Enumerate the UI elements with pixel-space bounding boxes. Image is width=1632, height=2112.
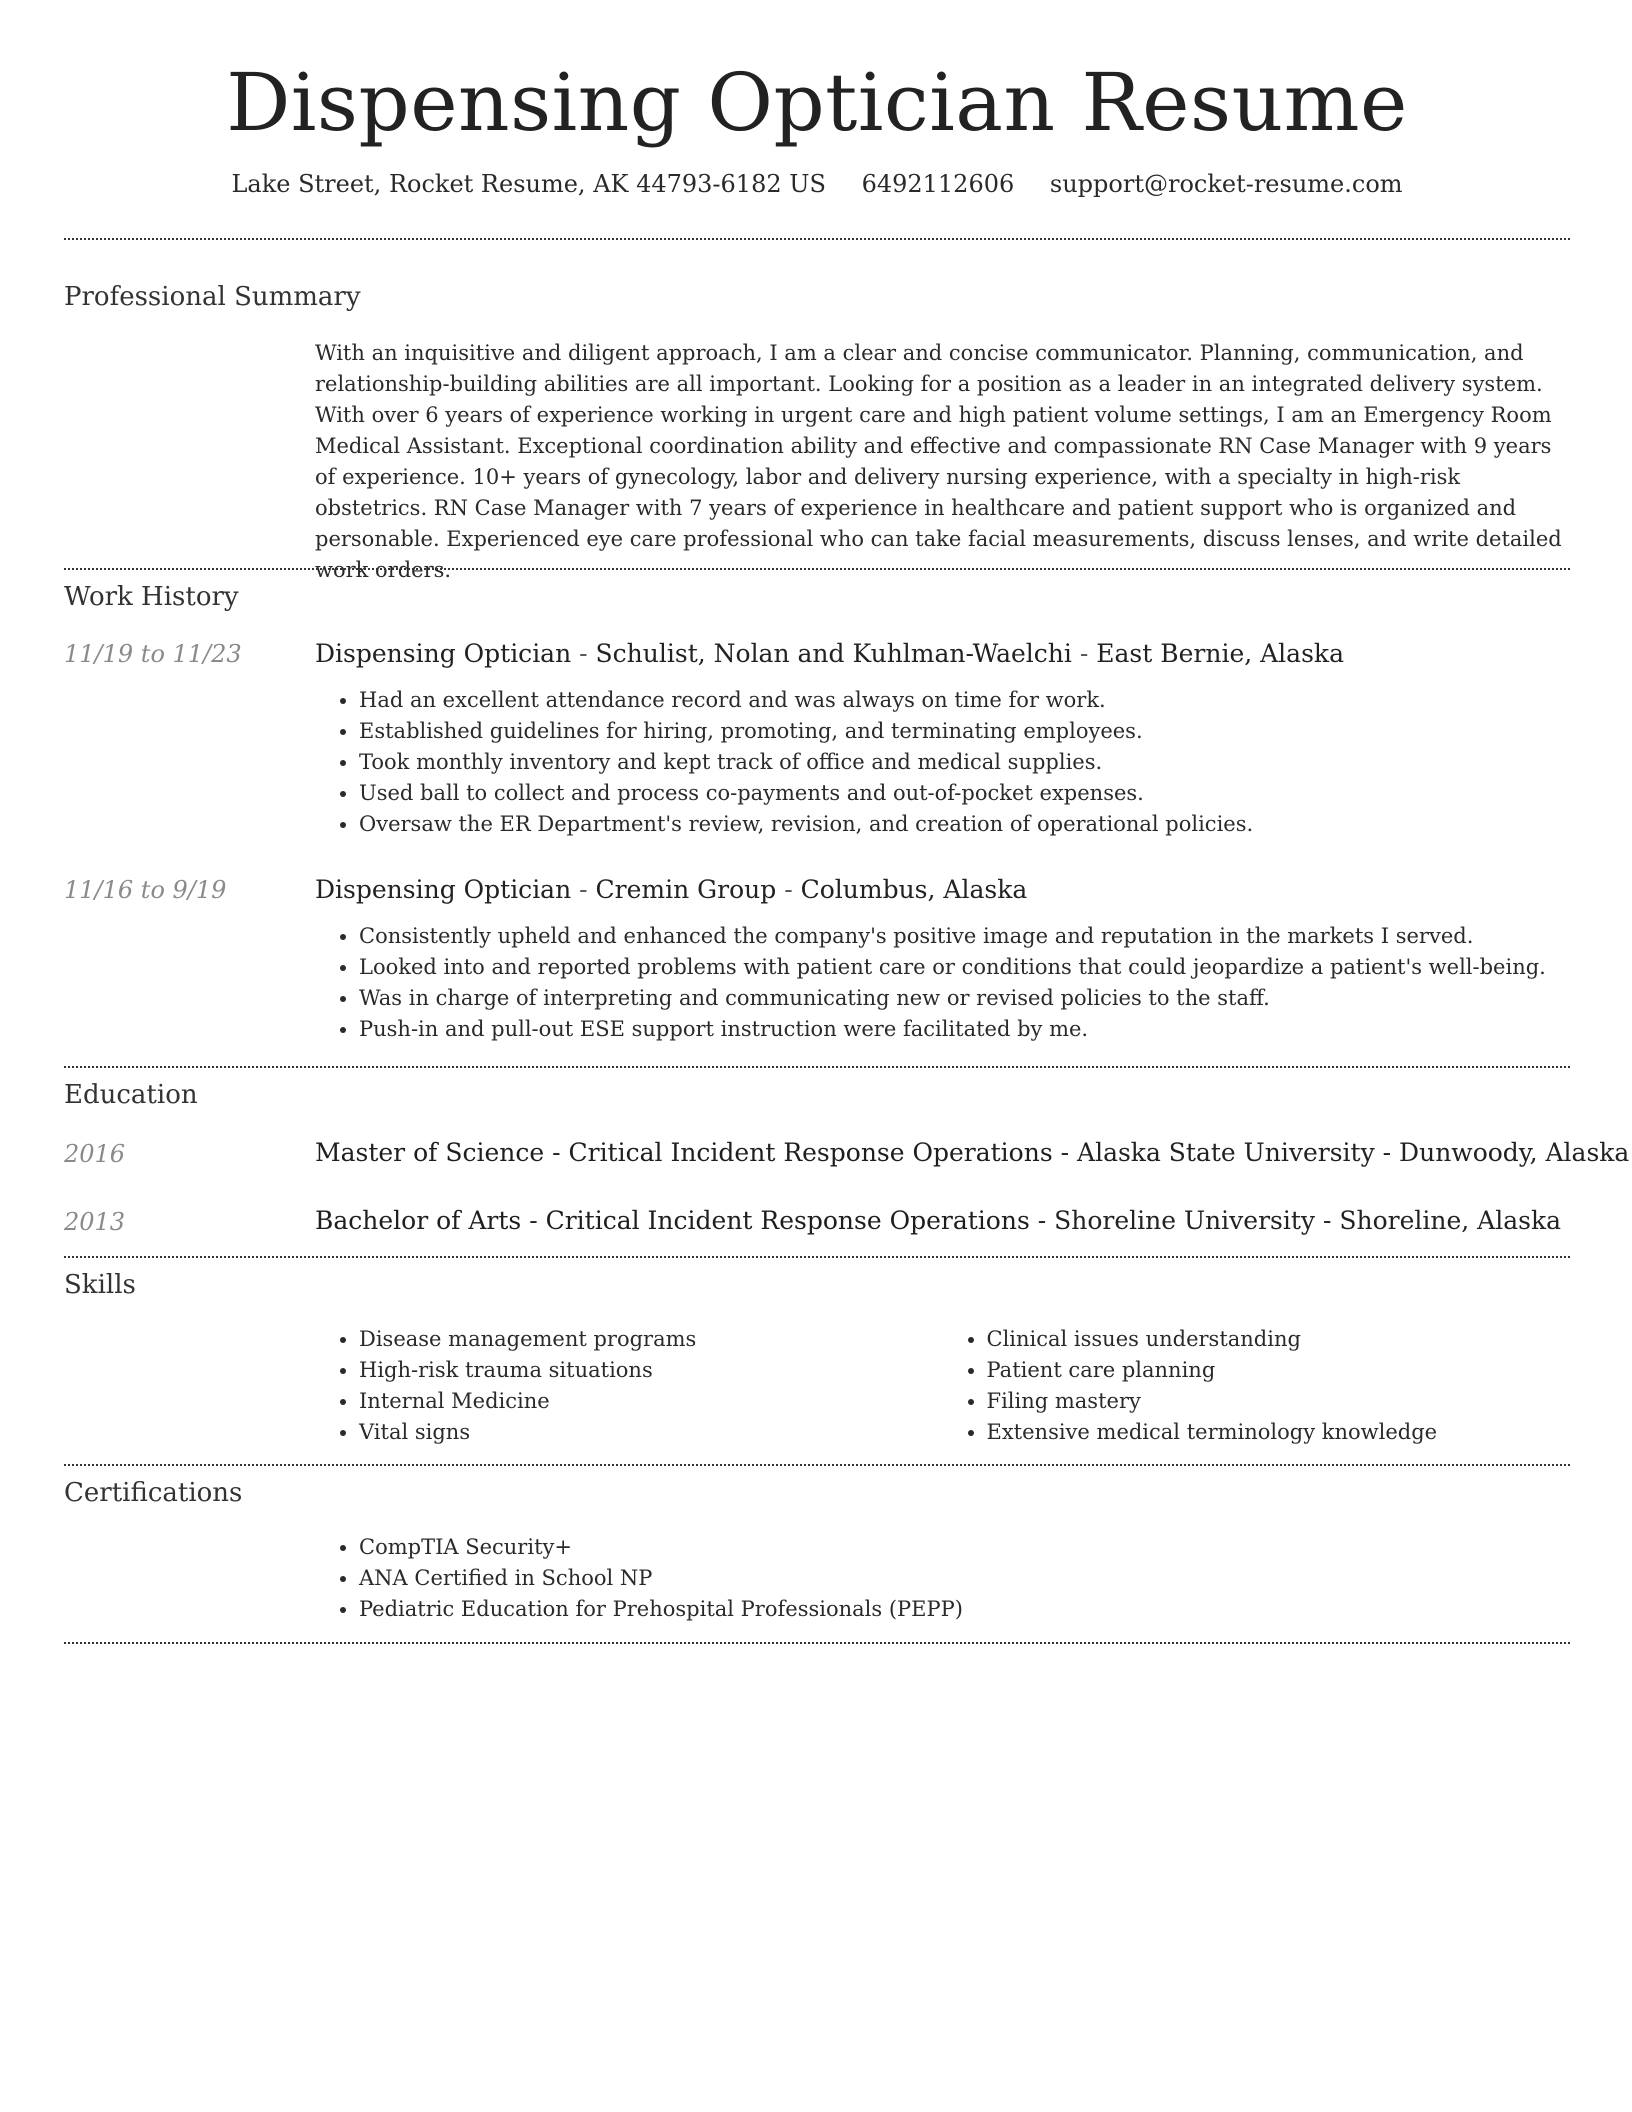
job-company: Cremin Group: [595, 875, 777, 904]
contact-line: [64, 170, 1570, 198]
education-school: Shoreline University: [1054, 1206, 1316, 1235]
skills-grid: [315, 1324, 1570, 1448]
list-item: • Consistently upheld and enhanced the company's positive image and reputation in the markets I served.: [359, 921, 1570, 952]
section-title-education: Education: [64, 1080, 198, 1110]
list-item: • ANA Certified in School NP: [359, 1563, 1570, 1594]
education-entry: Bachelor of Arts - Critical Incident Response Operations - Shoreline University - Shoreline, Alaska: [315, 1206, 1562, 1235]
contact-email: support@rocket-resume.com: [1049, 170, 1403, 198]
divider: [64, 1066, 1570, 1068]
list-item: • Looked into and reported problems with patient care or conditions that could jeopardize a patient's well-being.: [359, 952, 1570, 983]
list-item: • Had an excellent attendance record and was always on time for work.: [359, 685, 1570, 716]
job-location: Columbus, Alaska: [800, 875, 1028, 904]
skills-list-right: [943, 1324, 1571, 1448]
job-heading: Dispensing Optician - Cremin Group - Columbus, Alaska: [315, 875, 1028, 904]
job-heading: Dispensing Optician - Schulist, Nolan and Kuhlman-Waelchi - East Bernie, Alaska: [315, 639, 1344, 668]
job-dates: 11/19 to 11/23: [64, 640, 242, 668]
resume-title: Dispensing Optician Resume: [226, 56, 1408, 149]
education-entry: Master of Science - Critical Incident Response Operations - Alaska State University - Dunwoody, Alaska: [315, 1138, 1630, 1167]
job-dates: 11/16 to 9/19: [64, 876, 227, 904]
education-field: Critical Incident Response Operations: [545, 1206, 1030, 1235]
summary-text: With an inquisitive and diligent approach, I am a clear and concise communicator. Planning, communication, and relationship-building abilities are all important. Looking for a position as a leader in an integrated delivery system. With over 6 years of experience working in urgent care and high patient volume settings, I am an Emergency Room Medical Assistant. Exceptional coordination ability and effective and compassionate RN Case Manager with 9 years of experience. 10+ years of gynecology, labor and delivery nursing experience, with a specialty in high-risk obstetrics. RN Case Manager with 7 years of experience in healthcare and patient support who is organized and personable. Experienced eye care professional who can take facial measurements, discuss lenses, and write detailed work orders.: [315, 341, 1562, 582]
education-field: Critical Incident Response Operations: [568, 1138, 1053, 1167]
education-degree: Master of Science: [315, 1138, 545, 1167]
summary-block: [315, 338, 1570, 586]
education-school: Alaska State University: [1077, 1138, 1375, 1167]
list-item: • Clinical issues understanding: [987, 1324, 1571, 1355]
job-role: Dispensing Optician: [315, 639, 572, 668]
certifications-list: [315, 1532, 1570, 1625]
list-item: • Filing mastery: [987, 1386, 1571, 1417]
contact-address: Lake Street, Rocket Resume, AK 44793-6182 US: [231, 170, 826, 198]
list-item: • CompTIA Security+: [359, 1532, 1570, 1563]
job-entry: [315, 638, 1570, 840]
divider: [64, 1642, 1570, 1644]
divider: [64, 1256, 1570, 1258]
section-title-skills: Skills: [64, 1270, 136, 1300]
list-item: • Disease management programs: [359, 1324, 943, 1355]
list-item: • Took monthly inventory and kept track of office and medical supplies.: [359, 747, 1570, 778]
section-title-summary: Professional Summary: [64, 282, 361, 312]
divider: [64, 568, 1570, 570]
divider: [64, 1464, 1570, 1466]
list-item: • Pediatric Education for Prehospital Professionals (PEPP): [359, 1594, 1570, 1625]
contact-phone: 6492112606: [861, 170, 1015, 198]
list-item: • Was in charge of interpreting and communicating new or revised policies to the staff.: [359, 983, 1570, 1014]
job-bullets: [315, 685, 1570, 840]
job-company: Schulist, Nolan and Kuhlman-Waelchi: [595, 639, 1072, 668]
education-year: 2016: [64, 1140, 126, 1168]
job-location: East Bernie, Alaska: [1096, 639, 1344, 668]
list-item: • Patient care planning: [987, 1355, 1571, 1386]
education-degree: Bachelor of Arts: [315, 1206, 522, 1235]
education-location: Shoreline, Alaska: [1339, 1206, 1562, 1235]
list-item: • Push-in and pull-out ESE support instruction were facilitated by me.: [359, 1014, 1570, 1045]
job-entry: [315, 874, 1570, 1045]
list-item: • Internal Medicine: [359, 1386, 943, 1417]
list-item: • High-risk trauma situations: [359, 1355, 943, 1386]
list-item: • Extensive medical terminology knowledge: [987, 1417, 1571, 1448]
job-bullets: [315, 921, 1570, 1045]
education-location: Dunwoody, Alaska: [1399, 1138, 1630, 1167]
section-title-certifications: Certifications: [64, 1478, 243, 1508]
certifications-block: [315, 1532, 1570, 1625]
divider: [64, 238, 1570, 240]
skills-list-left: [315, 1324, 943, 1448]
section-title-work: Work History: [64, 582, 239, 612]
list-item: • Used ball to collect and process co-payments and out-of-pocket expenses.: [359, 778, 1570, 809]
list-item: • Oversaw the ER Department's review, revision, and creation of operational policies.: [359, 809, 1570, 840]
job-role: Dispensing Optician: [315, 875, 572, 904]
list-item: • Vital signs: [359, 1417, 943, 1448]
education-year: 2013: [64, 1208, 126, 1236]
list-item: • Established guidelines for hiring, promoting, and terminating employees.: [359, 716, 1570, 747]
